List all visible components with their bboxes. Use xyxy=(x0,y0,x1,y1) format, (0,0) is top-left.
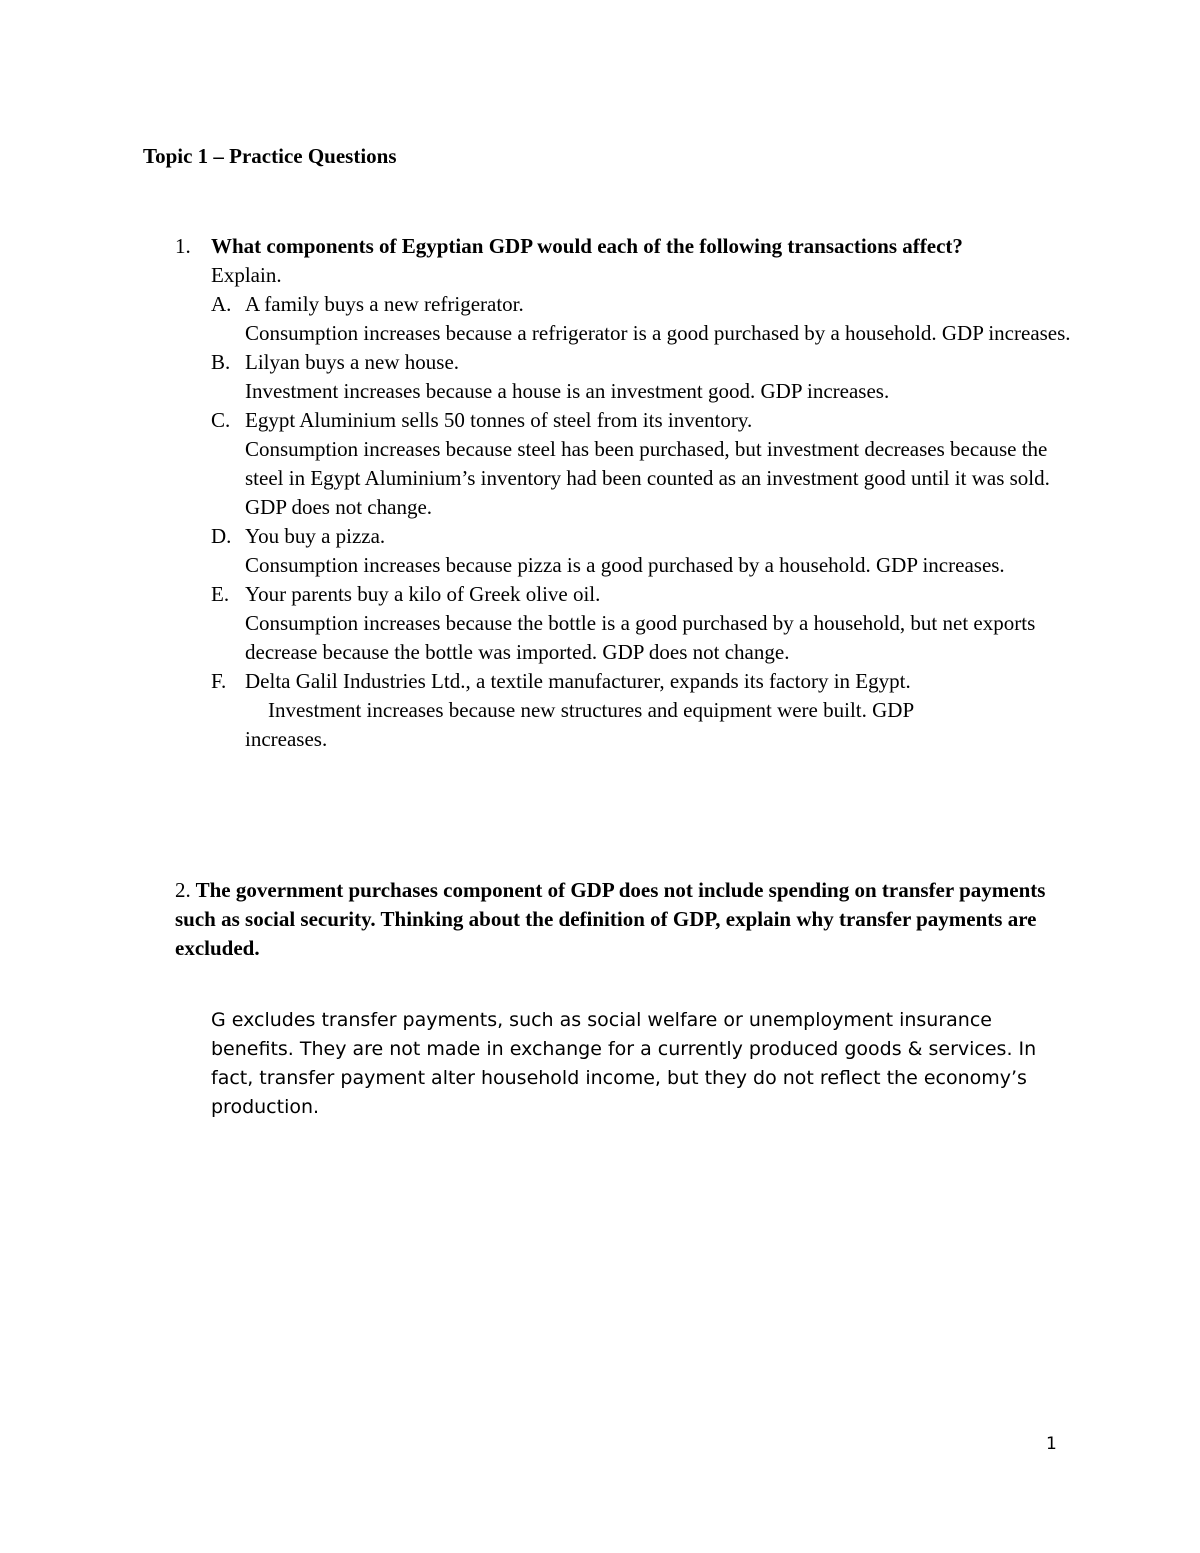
question-1-number: 1. xyxy=(175,234,191,258)
list-item xyxy=(211,406,1075,522)
list-item xyxy=(211,667,1075,754)
item-transaction: Lilyan buys a new house. xyxy=(245,350,460,374)
item-letter: E. xyxy=(211,582,230,606)
question-2-prompt: The government purchases component of GDP does not include spending on transfer payments such as social security. Thinking about the definition of GDP, explain why transfer payments are excluded. xyxy=(175,878,1046,960)
question-2-answer: G excludes transfer payments, such as social welfare or unemployment insurance benefits. They are not made in exchange for a currently produced goods & services. In fact, transfer payment alter household income, but they do not reflect the economy’s production. xyxy=(211,1009,1037,1118)
list-item xyxy=(211,580,1075,667)
item-answer: Consumption increases because the bottle is a good purchased by a household, but net exports decrease because the bottle was imported. GDP does not change. xyxy=(245,611,1036,664)
item-letter: A. xyxy=(211,292,232,316)
list-item xyxy=(211,348,1075,406)
question-2 xyxy=(143,876,1063,963)
item-answer: Consumption increases because a refrigerator is a good purchased by a household. GDP increases. xyxy=(245,321,1071,345)
item-answer-line-1: Investment increases because new structures and equipment were built. GDP xyxy=(268,698,915,722)
item-letter: C. xyxy=(211,408,231,432)
question-1-body xyxy=(175,261,1075,754)
item-answer-line-2: increases. xyxy=(245,727,328,751)
item-answer: Consumption increases because steel has been purchased, but investment decreases because the steel in Egypt Aluminium’s inventory had been counted as an investment good until it was sold. GDP does not change. xyxy=(245,437,1050,519)
item-transaction: Delta Galil Industries Ltd., a textile manufacturer, expands its factory in Egypt. xyxy=(245,669,911,693)
question-1 xyxy=(175,232,1075,754)
item-answer: Investment increases because a house is an investment good. GDP increases. xyxy=(245,379,890,403)
item-answer: Consumption increases because pizza is a good purchased by a household. GDP increases. xyxy=(245,553,1005,577)
item-transaction: You buy a pizza. xyxy=(245,524,386,548)
item-letter: D. xyxy=(211,524,232,548)
item-transaction: Your parents buy a kilo of Greek olive oil. xyxy=(245,582,601,606)
item-transaction: Egypt Aluminium sells 50 tonnes of steel from its inventory. xyxy=(245,408,753,432)
list-item xyxy=(211,522,1075,580)
document-title: Topic 1 – Practice Questions xyxy=(143,144,397,168)
question-1-prompt: What components of Egyptian GDP would each of the following transactions affect? xyxy=(211,234,963,258)
item-transaction: A family buys a new refrigerator. xyxy=(245,292,524,316)
question-1-instruction: Explain. xyxy=(211,263,282,287)
question-2-number: 2. xyxy=(175,878,191,902)
list-item xyxy=(211,290,1075,348)
item-letter: B. xyxy=(211,350,231,374)
item-letter: F. xyxy=(211,669,227,693)
page-number: 1 xyxy=(1046,1434,1057,1454)
